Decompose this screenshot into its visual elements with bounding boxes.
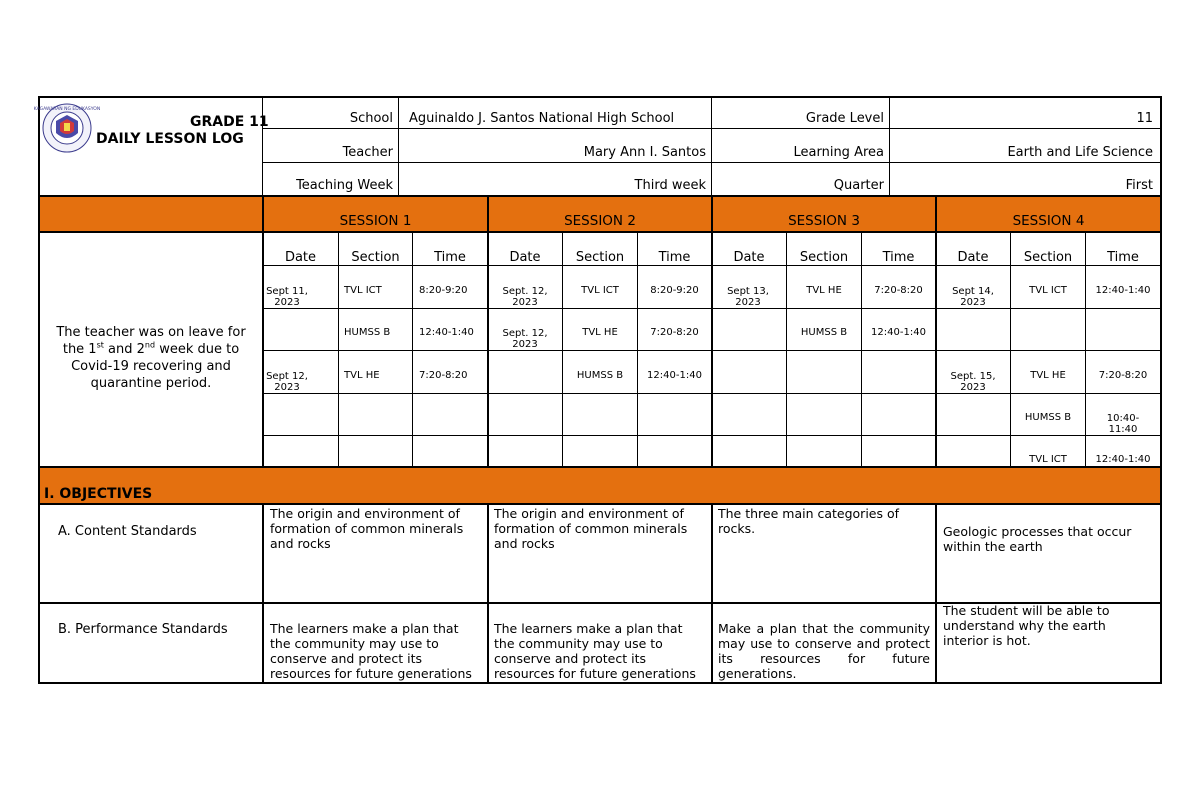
schedule-section: HUMSS B [1024, 412, 1072, 423]
teacher-label: Teacher [342, 145, 393, 160]
performance-standards-label: B. Performance Standards [58, 622, 228, 637]
content-standards-label: A. Content Standards [58, 524, 197, 539]
schedule-time: 7:20-8:20 [874, 285, 923, 296]
performance-standard-session-3: Make a plan that the community may use to conserve and protect its resources for future generations. [718, 621, 930, 681]
schedule-section: TVL ICT [581, 285, 619, 296]
learning-area-label: Learning Area [793, 145, 884, 160]
teaching-week-value: Third week [634, 178, 706, 193]
schedule-time: 7:20-8:20 [650, 327, 699, 338]
col-header-time: Time [1107, 250, 1139, 265]
grid-line [786, 232, 787, 467]
schedule-section: TVL HE [1030, 370, 1066, 381]
col-header-section: Section [1023, 250, 1073, 265]
grid-line [935, 504, 937, 683]
grid-line [1085, 232, 1086, 467]
objectives-heading: I. OBJECTIVES [44, 486, 153, 502]
quarter-label: Quarter [833, 178, 884, 193]
col-header-date: Date [733, 250, 765, 265]
table-border [38, 96, 1162, 98]
leave-note: The teacher was on leave for the 1st and 2nd week due to Covid-19 recovering and quarantine period. [56, 325, 246, 391]
form-title: DAILY LESSON LOG [96, 131, 244, 147]
col-header-time: Time [434, 250, 466, 265]
col-header-time: Time [882, 250, 915, 265]
schedule-date: Sept 12, 2023 [266, 371, 308, 393]
session-3-header: SESSION 3 [788, 213, 860, 229]
grid-line [263, 393, 1161, 394]
col-header-date: Date [509, 250, 541, 265]
content-standard-session-4: Geologic processes that occur within the earth [943, 524, 1132, 554]
schedule-date: Sept. 12, 2023 [502, 328, 548, 350]
schedule-date: Sept 11, 2023 [266, 286, 308, 308]
table-border [38, 96, 40, 684]
grid-line [263, 265, 1161, 266]
grid-line [263, 435, 1161, 436]
grid-line [562, 232, 563, 467]
table-border [1160, 96, 1162, 684]
grid-line [40, 503, 1161, 505]
schedule-section: HUMSS B [800, 327, 848, 338]
learning-area-value: Earth and Life Science [1007, 145, 1153, 160]
content-standard-session-1: The origin and environment of formation of common minerals and rocks [270, 506, 464, 551]
schedule-time: 12:40-1:40 [1095, 285, 1151, 296]
teaching-week-label: Teaching Week [296, 178, 393, 193]
col-header-section: Section [575, 250, 625, 265]
schedule-date: Sept. 15, 2023 [950, 371, 996, 393]
schedule-time: 8:20-9:20 [419, 285, 468, 296]
grid-line [412, 232, 413, 467]
schedule-section: TVL ICT [1029, 285, 1067, 296]
performance-standard-session-1: The learners make a plan that the community may use to conserve and protect its resources for future generations [270, 621, 472, 681]
session-4-header: SESSION 4 [1012, 213, 1085, 229]
schedule-time: 12:40-1:40 [1095, 454, 1151, 465]
grid-line [487, 196, 489, 468]
table-border [38, 682, 1162, 684]
col-header-time: Time [658, 250, 691, 265]
grade-level-label: Grade Level [805, 111, 884, 126]
form-title-grade: GRADE 11 [190, 114, 269, 130]
grid-line [487, 504, 489, 683]
objectives-band [40, 467, 1161, 504]
session-2-header: SESSION 2 [564, 213, 636, 229]
schedule-date: Sept 13, 2023 [727, 286, 769, 308]
schedule-section: HUMSS B [576, 370, 624, 381]
schedule-time: 7:20-8:20 [419, 370, 468, 381]
schedule-section: TVL ICT [344, 285, 382, 296]
schedule-date: Sept 14, 2023 [952, 286, 994, 308]
col-header-date: Date [284, 250, 317, 265]
grid-line [1010, 232, 1011, 467]
grid-line [40, 466, 1161, 468]
quarter-value: First [1125, 178, 1153, 193]
grid-line [637, 232, 638, 467]
schedule-time: 12:40-1:40 [871, 327, 926, 338]
teacher-value: Mary Ann I. Santos [583, 145, 706, 160]
grid-line [40, 195, 1161, 197]
schedule-section: TVL HE [344, 370, 380, 381]
grid-line [711, 196, 713, 468]
deped-seal-logo [33, 103, 101, 153]
grid-line [861, 232, 862, 467]
schedule-section: TVL HE [582, 327, 618, 338]
schedule-time: 10:40-11:40 [1106, 413, 1140, 435]
col-header-date: Date [957, 250, 989, 265]
schedule-time: 12:40-1:40 [647, 370, 702, 381]
grid-line [338, 232, 339, 467]
schedule-section: TVL HE [806, 285, 842, 296]
grid-line [262, 504, 264, 683]
schedule-section: TVL ICT [1029, 454, 1067, 465]
content-standard-session-3: The three main categories of rocks. [718, 506, 900, 536]
grid-line [263, 308, 1161, 309]
grid-line [711, 504, 713, 683]
session-1-header: SESSION 1 [339, 213, 412, 229]
schedule-time: 8:20-9:20 [650, 285, 699, 296]
schedule-section: HUMSS B [344, 327, 391, 338]
col-header-section: Section [799, 250, 849, 265]
grid-line [263, 350, 1161, 351]
grid-line [935, 196, 937, 468]
grid-line [262, 196, 264, 468]
grade-level-value: 11 [1136, 111, 1153, 126]
content-standard-session-2: The origin and environment of formation of common minerals and rocks [494, 506, 688, 551]
schedule-time: 7:20-8:20 [1098, 370, 1148, 381]
school-value: Aguinaldo J. Santos National High School [409, 111, 675, 126]
performance-standard-session-4: The student will be able to understand why the earth interior is hot. [943, 603, 1110, 648]
schedule-date: Sept. 12, 2023 [502, 286, 548, 308]
grid-line [40, 231, 1161, 233]
col-header-section: Section [351, 250, 400, 265]
schedule-time: 12:40-1:40 [419, 327, 474, 338]
performance-standard-session-2: The learners make a plan that the community may use to conserve and protect its resources for future generations [494, 621, 696, 681]
seal-lettering: KAGAWARAN NG EDUKASYON [33, 107, 101, 112]
school-label: School [349, 111, 393, 126]
